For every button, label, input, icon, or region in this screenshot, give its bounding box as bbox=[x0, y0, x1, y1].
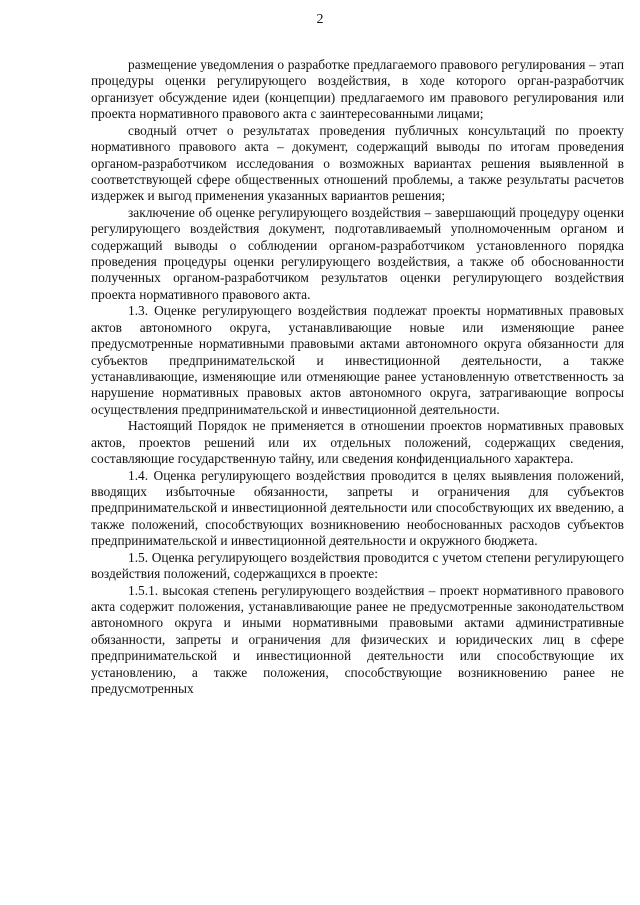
paragraph-definition-notification: размещение уведомления о разработке предлагаемого правового регулирования – этап процедуры оценки регулирующего воздействия, в ходе которого орган-разработчик организует обсуждение идеи (концепции) предлагаемого им правового регулирования или проекта нормативного правового акта с заинтересованными лицами; bbox=[91, 57, 624, 122]
paragraph-section-1-5-1: 1.5.1. высокая степень регулирующего воздействия – проект нормативного правового акта содержит положения, устанавливающие ранее не предусмотренные законодательством автономного округа и иными нормативными правовыми актами административные обязанности, запреты и ограничения для физических и юридических лиц в сфере предпринимательской и инвестиционной деятельности или способствующие их установлению, а также положения, способствующие возникновению ранее не предусмотренных bbox=[91, 582, 624, 697]
document-body bbox=[91, 57, 624, 697]
page-number: 2 bbox=[316, 12, 324, 27]
paragraph-section-1-4: 1.4. Оценка регулирующего воздействия проводится в целях выявления положений, вводящих избыточные обязанности, запреты и ограничения для субъектов предпринимательской и инвестиционной деятельности или способствующих их введению, а также положений, способствующих возникновению необоснованных расходов субъектов предпринимательской и инвестиционной деятельности и окружного бюджета. bbox=[91, 467, 624, 549]
paragraph-section-1-5: 1.5. Оценка регулирующего воздействия проводится с учетом степени регулирующего воздействия положений, содержащихся в проекте: bbox=[91, 549, 624, 582]
paragraph-exclusion: Настоящий Порядок не применяется в отношении проектов нормативных правовых актов, проектов решений или их отдельных положений, содержащих сведения, составляющие государственную тайну, или сведения конфиденциального характера. bbox=[91, 418, 624, 467]
paragraph-section-1-3: 1.3. Оценке регулирующего воздействия подлежат проекты нормативных правовых актов автономного округа, устанавливающие новые или изменяющие ранее предусмотренные нормативными правовыми актами автономного округа обязанности для субъектов предпринимательской и инвестиционной деятельности, а также устанавливающие, изменяющие или отменяющие ранее установленную ответственность за нарушение нормативных правовых актов автономного округа, затрагивающие вопросы осуществления предпринимательской и инвестиционной деятельности. bbox=[91, 303, 624, 417]
paragraph-definition-summary-report: сводный отчет о результатах проведения публичных консультаций по проекту нормативного правового акта – документ, содержащий выводы по итогам проведения органом-разработчиком исследования о возможных вариантах решения выявленной в соответствующей сфере общественных отношений проблемы, а также результаты расчетов издержек и выгод применения указанных вариантов решения; bbox=[91, 122, 624, 204]
paragraph-definition-conclusion: заключение об оценке регулирующего воздействия – завершающий процедуру оценки регулирующего воздействия документ, подготавливаемый уполномоченным органом и содержащий выводы о соблюдении органом-разработчиком установленного порядка проведения процедуры оценки регулирующего воздействия, а также об обоснованности полученных органом-разработчиком результатов оценки регулирующего воздействия проекта нормативного правового акта. bbox=[91, 204, 624, 302]
